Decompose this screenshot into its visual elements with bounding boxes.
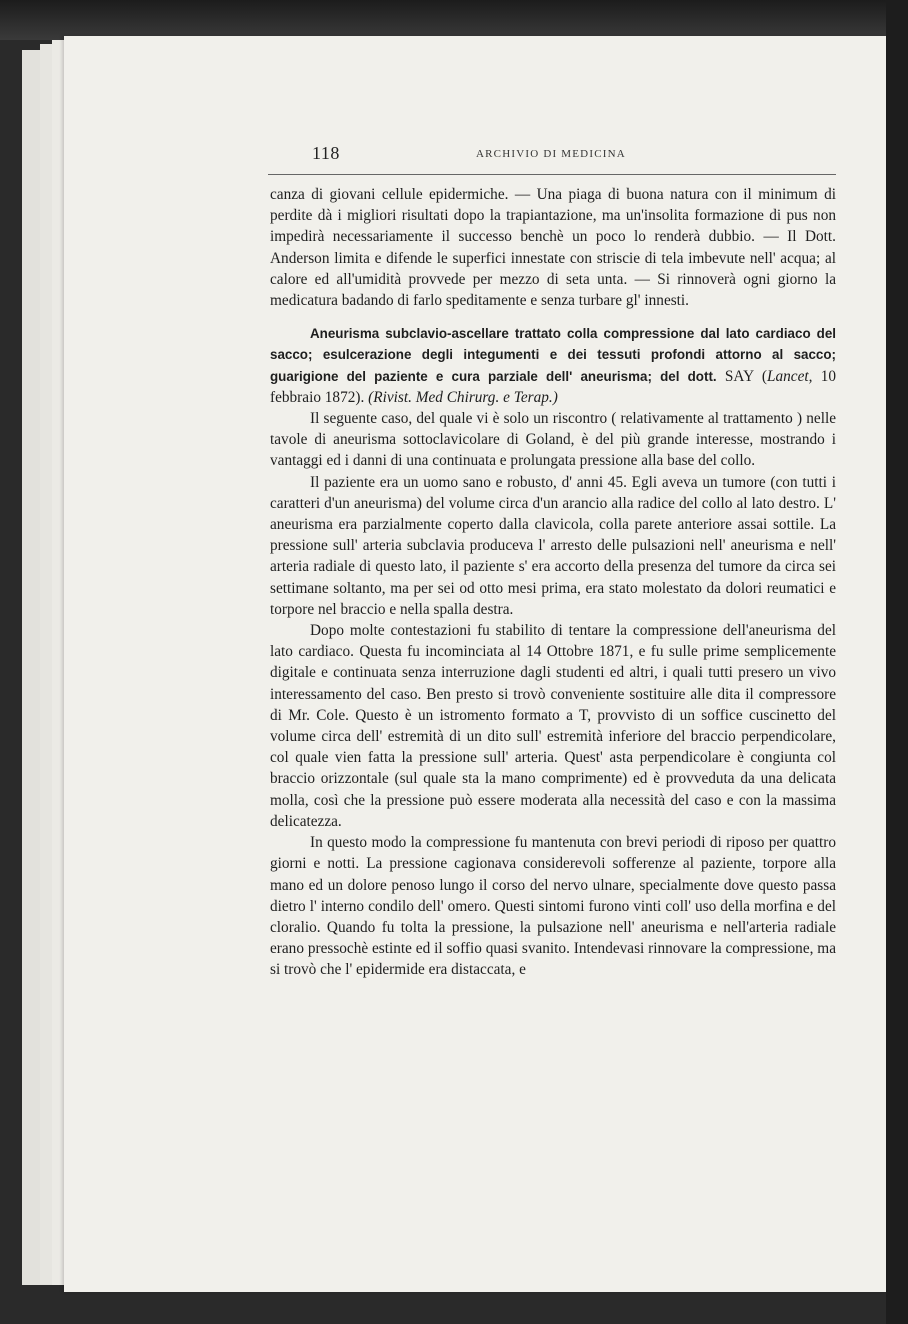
article-heading [270,323,836,408]
paragraph: canza di giovani cellule epidermiche. — Una piaga di buona natura con il minimum di perdite dà i migliori risultati dopo la trapiantazione, ma un'insolita formazione di pus non impedirà necessariamente il successo benchè un poco lo renderà dubbio. — Il Dott. Anderson limita e difende le superfici innestate con striscie di tela imbevute nell' acqua; al calore ed all'umidità provvede per mezzo di seta unta. — Si rinnoverà ogni giorno la medicatura badando di farlo speditamente e senza turbare gl' innesti. [270,186,836,310]
scan-border-right [886,0,908,1324]
section-gap [270,311,836,323]
citation-review: (Rivist. Med Chirurg. e Terap.) [368,388,558,406]
citation-date: 10 febbraio 1872). [270,367,837,406]
article-title: Aneurisma subclavio-ascellare trattato colla compressione dal lato cardiaco del sacco; esulcerazione degli integumenti e dei tessuti profondi attorno al sacco; guarigione del paziente e cura parziale dell' aneurisma; del dott. [270,326,836,384]
page-body [270,184,836,981]
page-number: 118 [312,143,340,163]
page-header [268,143,836,169]
paragraph: Il paziente era un uomo sano e robusto, d' anni 45. Egli aveva un tumore (con tutti i caratteri d'un aneurisma) del volume circa d'un arancio alla radice del collo al lato destro. L' aneurisma era parzialmente coperto dalla clavicola, colla parete anteriore assai sottile. La pressione sull' arteria subclavia produceva l' arresto delle pulsazioni nell' aneurisma e nell' arteria radiale di questo lato, il paziente s' era accorto della presenza del tumore da circa sei settimane soltanto, ma per sei od otto mesi prima, era stato molestato da dolori reumatici e torpore nel braccio e nella spalla destra. [270,473,836,618]
paragraph: Dopo molte contestazioni fu stabilito di tentare la compressione dell'aneurisma del lato cardiaco. Questa fu incominciata al 14 Ottobre 1871, e fu sulle prime semplicemente digitale e continuata senza interruzione dagli studenti ed altri, i quali tutti presero un vivo interessamento del caso. Ben presto si trovò conveniente sostituire alle dita il compressore di Mr. Cole. Questo è un istromento formato a T, provvisto di un soffice cuscinetto del volume circa dell' estremità di un dito sull' estremità inferiore del braccio perpendicolare, col quale vien fatta la pressione sull' arteria. Quest' asta perpendicolare è congiunta col braccio orizzontale (sul quale sta la mano comprimente) ed è provveduta da una delicata molla, così che la pressione può essere moderata alla necessità del caso e con la massima delicatezza. [270,622,836,830]
citation-source: Lancet, [766,367,813,385]
citation-open: ( [761,367,767,385]
paragraph: In questo modo la compressione fu mantenuta con brevi periodi di riposo per quattro giorni e notti. La pressione cagionava considerevoli sofferenze al paziente, torpore alla mano ed un dolore penoso lungo il corso del nervo ulnare, specialmente dove questo passa dietro l' interno condilo dell' omero. Questi sintomi furono vinti coll' uso della morfina e del cloralio. Quando fu tolta la pressione, la pulsazione nell' aneurisma e nell'arteria radiale erano pressochè estinte ed il soffio quasi svanito. Intendevasi rinnovare la compressione, ma si trovò che l' epidermide era distaccata, e [270,834,836,979]
paragraph: Il seguente caso, del quale vi è solo un riscontro ( relativamente al trattamento ) nelle tavole di aneurisma sottoclavicolare di Goland, è del più grande interesse, mostrando i vantaggi ed i danni di una continuata e prolungata pressione alla base del collo. [270,410,836,470]
header-rule [268,174,836,175]
running-head: ARCHIVIO DI MEDICINA [476,148,626,160]
scan-border-top [0,0,908,40]
article-author: SAY [724,367,754,385]
